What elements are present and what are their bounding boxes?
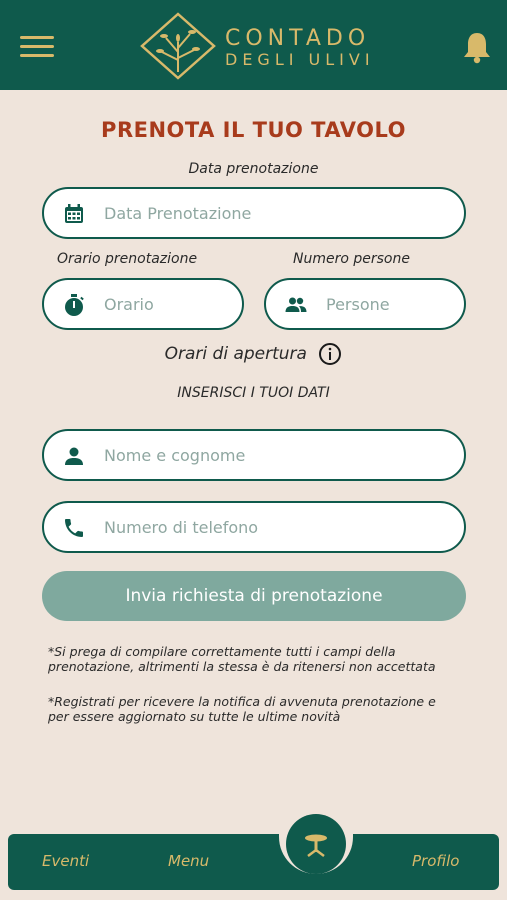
- hamburger-menu-button[interactable]: [20, 36, 54, 58]
- note-required-fields: *Si prega di compilare correttamente tutti i campi della prenotazione, altrimenti la stessa è da ritenersi non accettata: [48, 644, 436, 674]
- info-icon[interactable]: [318, 342, 342, 366]
- people-label: Numero persone: [293, 251, 410, 267]
- date-label: Data prenotazione: [188, 161, 319, 177]
- tab-menu[interactable]: Menu: [168, 852, 210, 870]
- submit-reservation-button[interactable]: Invia richiesta di prenotazione: [42, 571, 466, 621]
- opening-hours-text: Orari di apertura: [164, 344, 307, 364]
- name-field[interactable]: [42, 429, 466, 481]
- phone-icon: [62, 516, 86, 540]
- page-title: PRENOTA IL TUO TAVOLO: [101, 118, 406, 142]
- opening-hours: [0, 342, 507, 366]
- date-field[interactable]: [42, 187, 466, 239]
- logo-text-top: CONTADO: [225, 26, 371, 51]
- section-title: INSERISCI I TUOI DATI: [177, 385, 330, 401]
- time-placeholder: Orario: [104, 295, 154, 314]
- hamburger-icon: [20, 36, 54, 39]
- stopwatch-icon: [62, 293, 86, 317]
- table-icon: [302, 830, 330, 858]
- date-placeholder: Data Prenotazione: [104, 204, 252, 223]
- brand-logo: [140, 12, 380, 80]
- time-field[interactable]: [42, 278, 244, 330]
- bell-icon[interactable]: [461, 30, 493, 64]
- people-placeholder: Persone: [326, 295, 390, 314]
- olive-tree-logo-icon: [140, 12, 216, 80]
- people-field[interactable]: [264, 278, 466, 330]
- people-icon: [284, 293, 308, 317]
- phone-placeholder: Numero di telefono: [104, 518, 259, 537]
- name-placeholder: Nome e cognome: [104, 446, 246, 465]
- tab-events[interactable]: Eventi: [42, 852, 90, 870]
- time-label: Orario prenotazione: [57, 251, 198, 267]
- app-header: [0, 0, 507, 90]
- note-register: *Registrati per ricevere la notifica di avvenuta prenotazione e per essere aggiornato su tutte le ultime novità: [48, 694, 436, 724]
- phone-field[interactable]: [42, 501, 466, 553]
- calendar-icon: [62, 202, 86, 226]
- reservation-center-button[interactable]: [286, 814, 346, 874]
- person-icon: [62, 444, 86, 468]
- logo-text-bottom: DEGLI ULIVI: [225, 50, 375, 69]
- tab-profile[interactable]: Profilo: [412, 852, 460, 870]
